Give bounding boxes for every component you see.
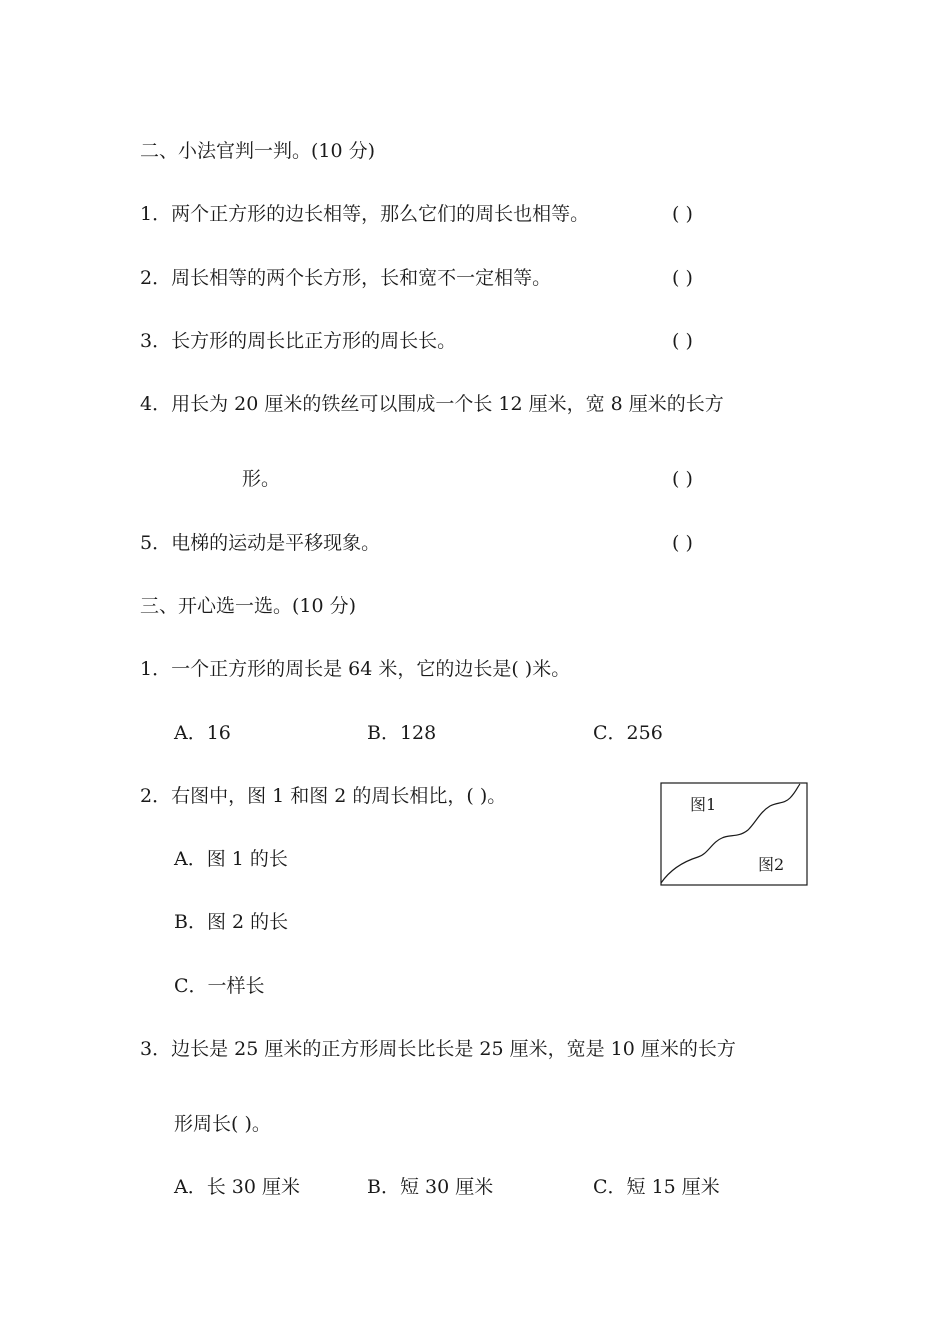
judge-question-4-continuation: 形。 — [242, 468, 281, 490]
answer-bracket-5[interactable]: ( ) — [672, 532, 693, 554]
section3-heading: 三、开心选一选。(10 分) — [140, 595, 357, 617]
section2-heading: 二、小法官判一判。(10 分) — [140, 140, 376, 162]
perimeter-figure — [660, 782, 808, 886]
judge-question-1: 1．两个正方形的边长相等，那么它们的周长也相等。 — [140, 203, 590, 225]
choice-2-option-a[interactable]: A．图 1 的长 — [174, 848, 288, 870]
choice-1-option-b[interactable]: B．128 — [367, 722, 437, 744]
choice-question-2: 2．右图中，图 1 和图 2 的周长相比，( )。 — [140, 785, 507, 807]
choice-1-option-c[interactable]: C．256 — [593, 722, 663, 744]
choice-question-1: 1．一个正方形的周长是 64 米，它的边长是( )米。 — [140, 658, 571, 680]
choice-3-option-a[interactable]: A．长 30 厘米 — [174, 1176, 300, 1198]
choice-3-option-c[interactable]: C．短 15 厘米 — [593, 1176, 720, 1198]
choice-question-3-continuation: 形周长( )。 — [174, 1113, 271, 1135]
figure-label-2: 图2 — [758, 855, 785, 874]
answer-bracket-2[interactable]: ( ) — [672, 267, 693, 289]
figure-label-1: 图1 — [690, 795, 717, 814]
judge-question-4: 4．用长为 20 厘米的铁丝可以围成一个长 12 厘米，宽 8 厘米的长方 — [140, 393, 724, 415]
answer-bracket-4[interactable]: ( ) — [672, 468, 693, 490]
judge-question-2: 2．周长相等的两个长方形，长和宽不一定相等。 — [140, 267, 552, 289]
judge-question-3: 3．长方形的周长比正方形的周长长。 — [140, 330, 457, 352]
choice-2-option-b[interactable]: B．图 2 的长 — [174, 911, 289, 933]
answer-bracket-3[interactable]: ( ) — [672, 330, 693, 352]
choice-1-option-a[interactable]: A．16 — [174, 722, 231, 744]
choice-3-option-b[interactable]: B．短 30 厘米 — [367, 1176, 494, 1198]
choice-2-option-c[interactable]: C．一样长 — [174, 975, 265, 997]
choice-question-3: 3．边长是 25 厘米的正方形周长比长是 25 厘米，宽是 10 厘米的长方 — [140, 1038, 736, 1060]
perimeter-figure-drawing — [660, 782, 808, 886]
judge-question-5: 5．电梯的运动是平移现象。 — [140, 532, 381, 554]
figure-border — [661, 783, 807, 885]
answer-bracket-1[interactable]: ( ) — [672, 203, 693, 225]
